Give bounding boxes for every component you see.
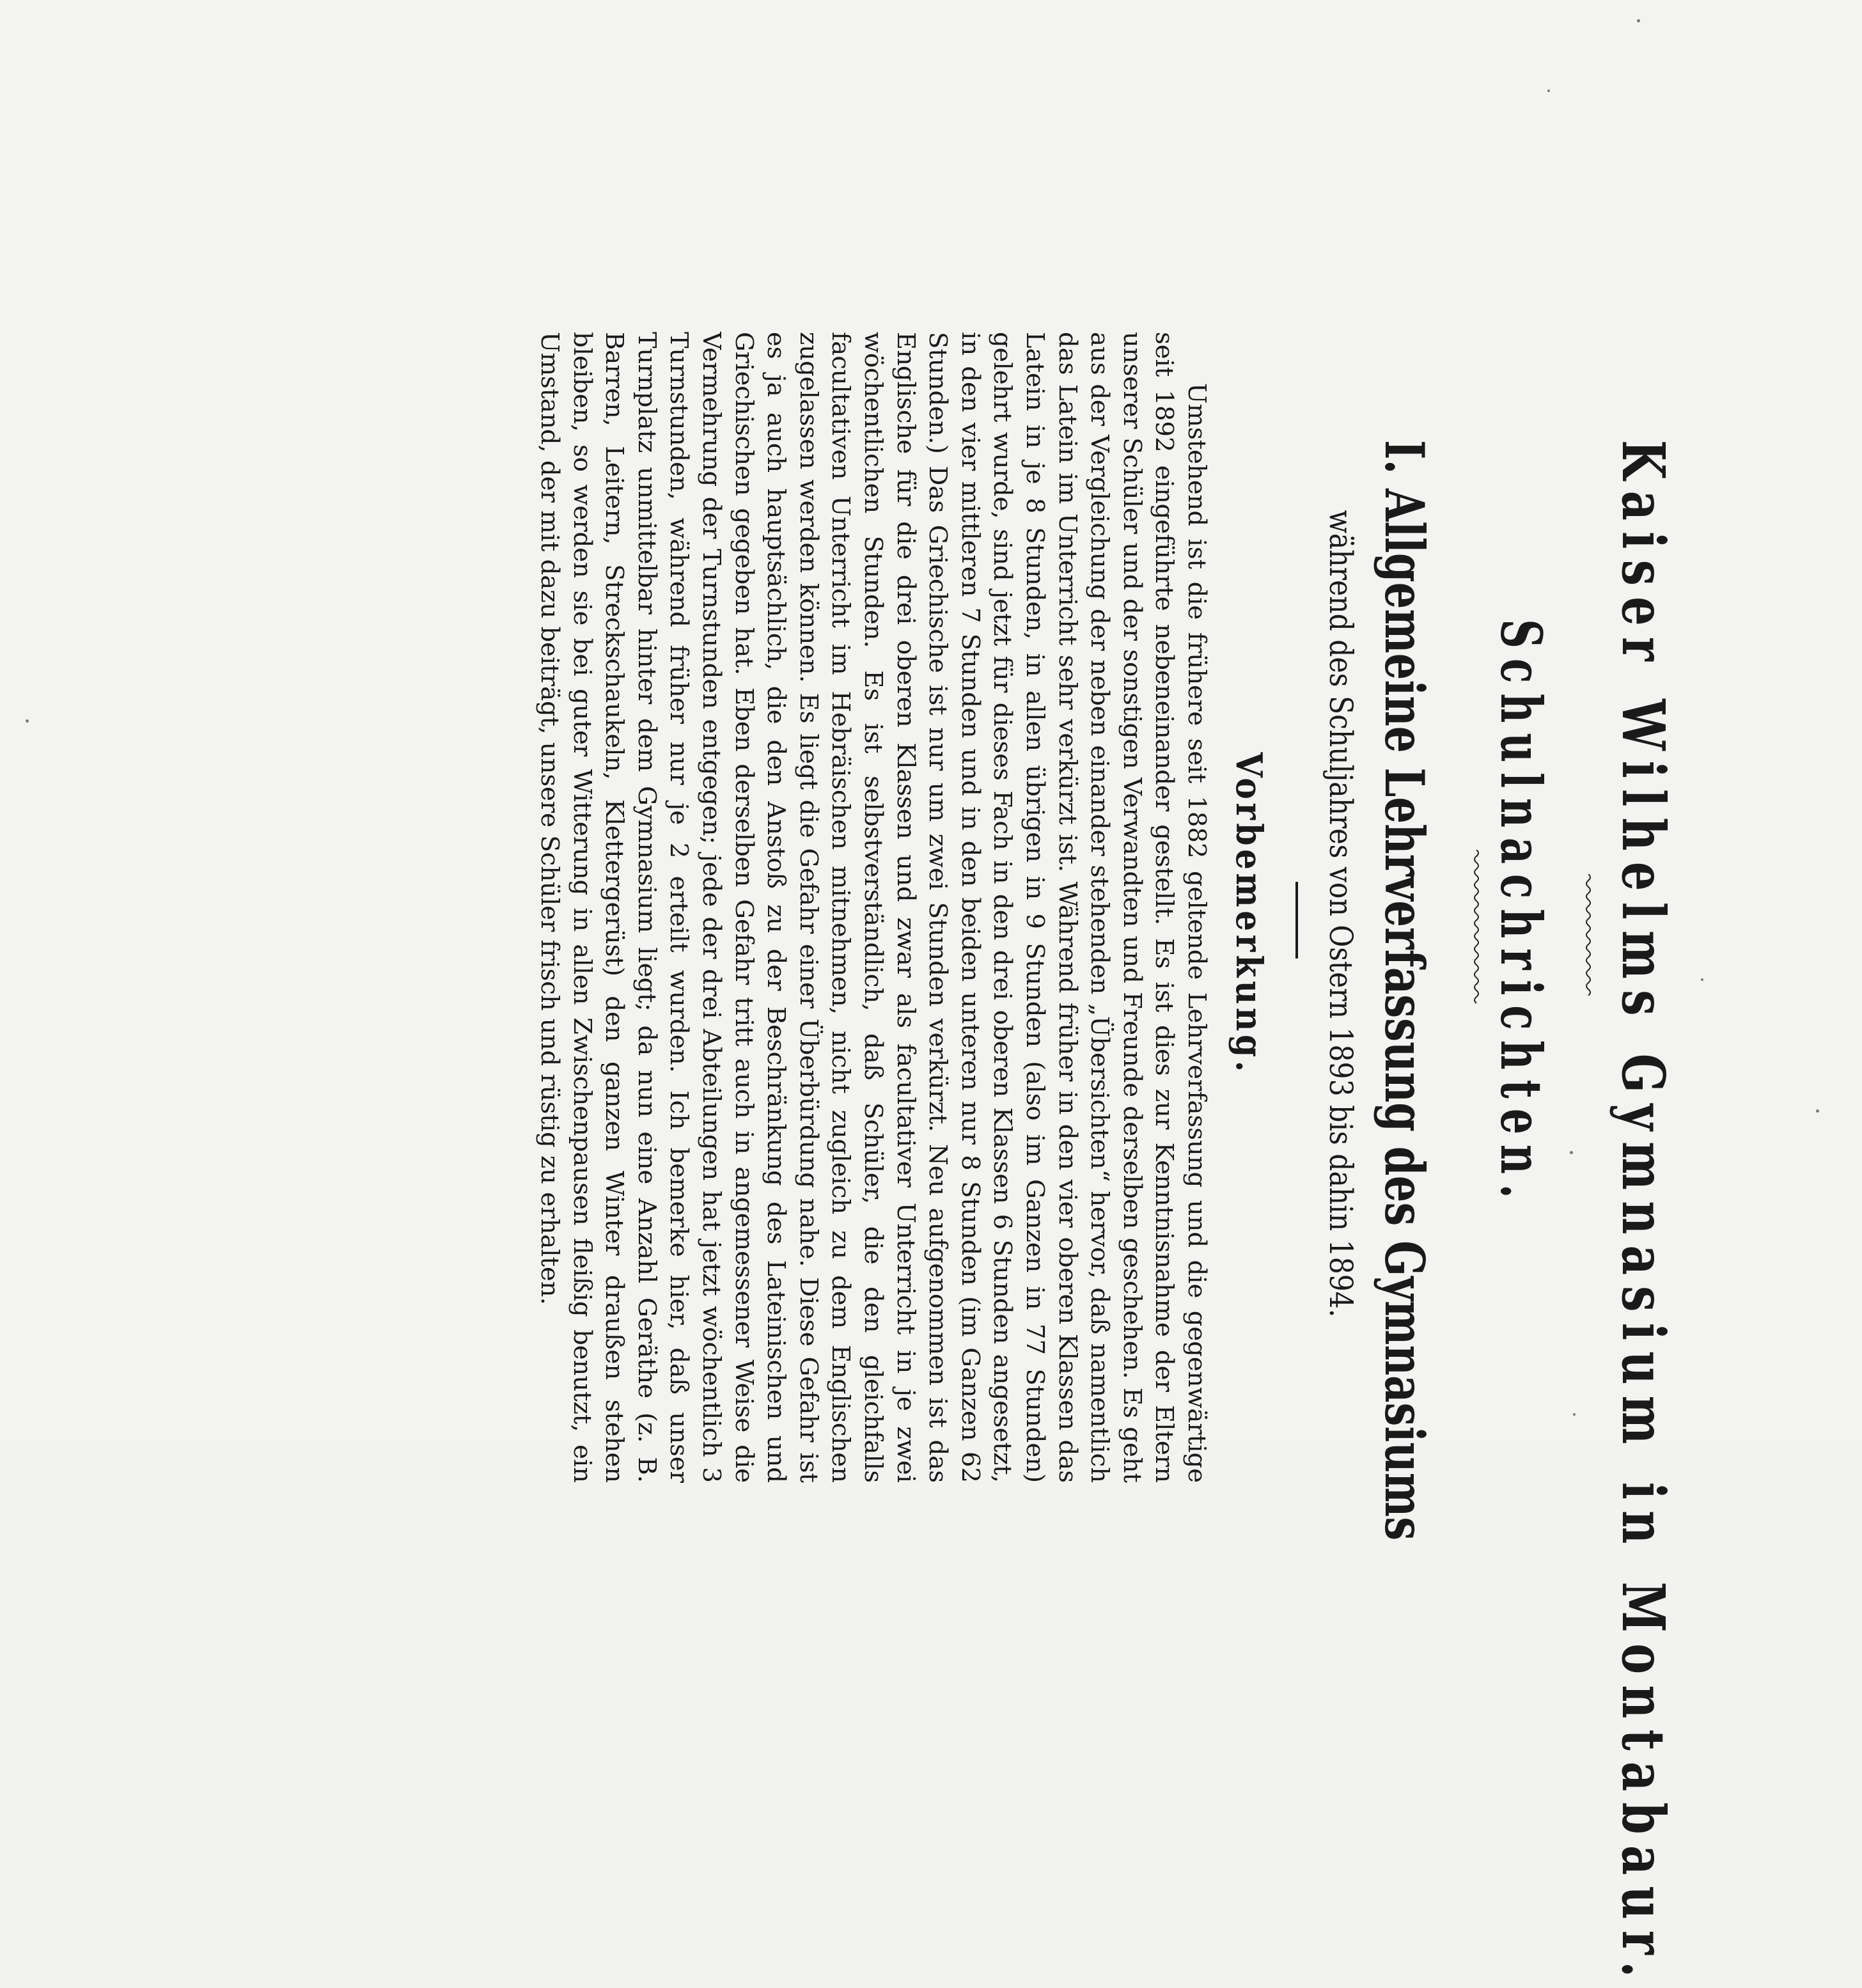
remark-title: Vorbemerkung. (1228, 752, 1270, 1076)
rotated-text-block (132, 306, 1730, 1988)
body-paragraph: Umstehend ist die frühere seit 1882 geltende Lehrverfassung und die gegenwärtige seit 1892 eingeführte nebeneinander gestellt. Es ist dies zur Kenntnisnahme der Eltern unserer Schüler und der sonstigen Verwandten und Freunde derselben geschehen. Es geht aus der Vergleichung der neben einander stehenden „Übersichten“ hervor, daß namentlich das Latein im Unterricht sehr verkürzt ist. Während früher in den vier oberen Klassen das Latein in je 8 Stunden, in allen übrigen in 9 Stunden (also im Ganzen in 77 Stunden) gelehrt wurde, sind jetzt für dieses Fach in den drei oberen Klassen 6 Stunden angesetzt, in den vier mittleren 7 Stunden und in den beiden unteren nur 8 Stunden (im Ganzen 62 Stunden.) Das Griechische ist nur um zwei Stunden verkürzt. Neu aufgenommen ist das Englische für die drei oberen Klassen und zwar als facultativer Unterricht in je zwei wöchentlichen Stunden. Es ist selbstverständlich, daß Schüler, die den gleichfalls facultativen Unterricht im Hebräischen mitnehmen, nicht zugleich zu dem Englischen zugelassen werden können. Es liegt die Gefahr einer Überbürdung nahe. Diese Gefahr ist es ja auch hauptsächlich, die den Anstoß zu der Beschränkung des Lateinischen und Griechischen gegeben hat. Eben derselben Gefahr tritt auch in angemessener Weise die Vermehrung der Turnstunden entgegen; jede der drei Abteilungen hat jetzt wöchentlich 3 Turnstunden, während früher nur je 2 erteilt wurden. Ich bemerke hier, daß unser Turnplatz unmittelbar hinter dem Gymnasium liegt; da nun eine Anzahl Geräthe (z. B. Barren, Leitern, Streckschaukeln, Klettergerüst) den ganzen Winter draußen stehen bleiben, so werden sie bei guter Witterung in allen Zwischenpausen fleißig benutzt, ein Umstand, der mit dazu beiträgt, unsere Schüler frisch und rüstig zu erhalten. (535, 332, 1211, 1483)
horizontal-rule (1295, 882, 1298, 959)
paper-speck (1816, 1109, 1819, 1113)
section-heading: I. Allgemeine Lehrverfassung des Gymnasiums (1373, 440, 1436, 1541)
section-subheading: während des Schuljahres von Ostern 1893 bis dahin 1894. (1322, 510, 1359, 1318)
wavy-ornament (1472, 850, 1481, 1006)
wavy-ornament (1584, 874, 1593, 996)
paper-speck (26, 719, 29, 723)
document-subtitle: Schulnachrichten. (1488, 619, 1554, 1209)
paper-speck (1637, 19, 1640, 22)
document-title: Kaiser Wilhelms Gymnasium in Montabaur. (1609, 440, 1678, 1988)
paper-speck (1547, 90, 1550, 92)
